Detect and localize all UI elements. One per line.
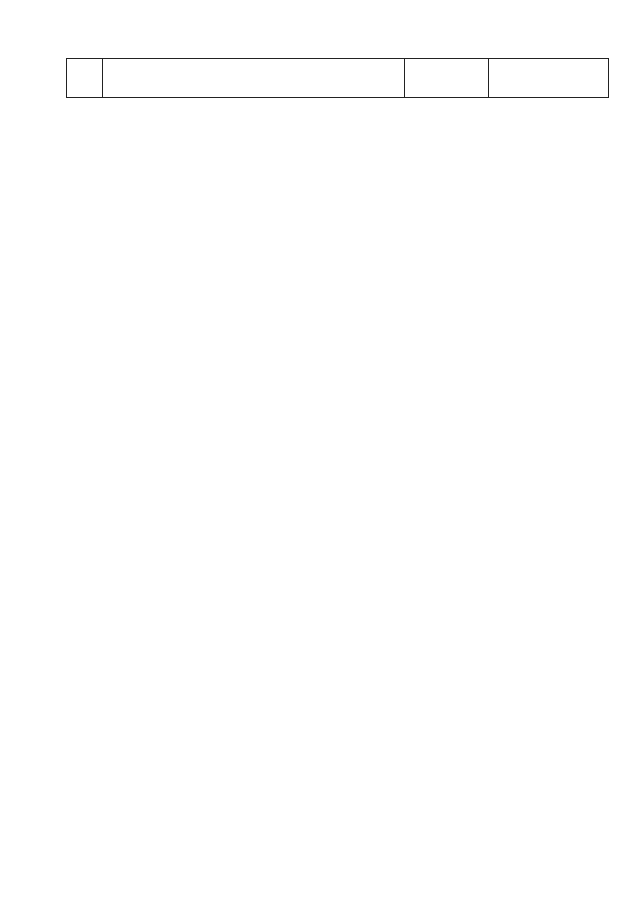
header-no (67, 59, 103, 98)
header-unit (405, 59, 489, 98)
tariff-table (66, 58, 609, 98)
table-header-row (67, 59, 609, 98)
header-rate (103, 59, 405, 98)
header-value (489, 59, 609, 98)
